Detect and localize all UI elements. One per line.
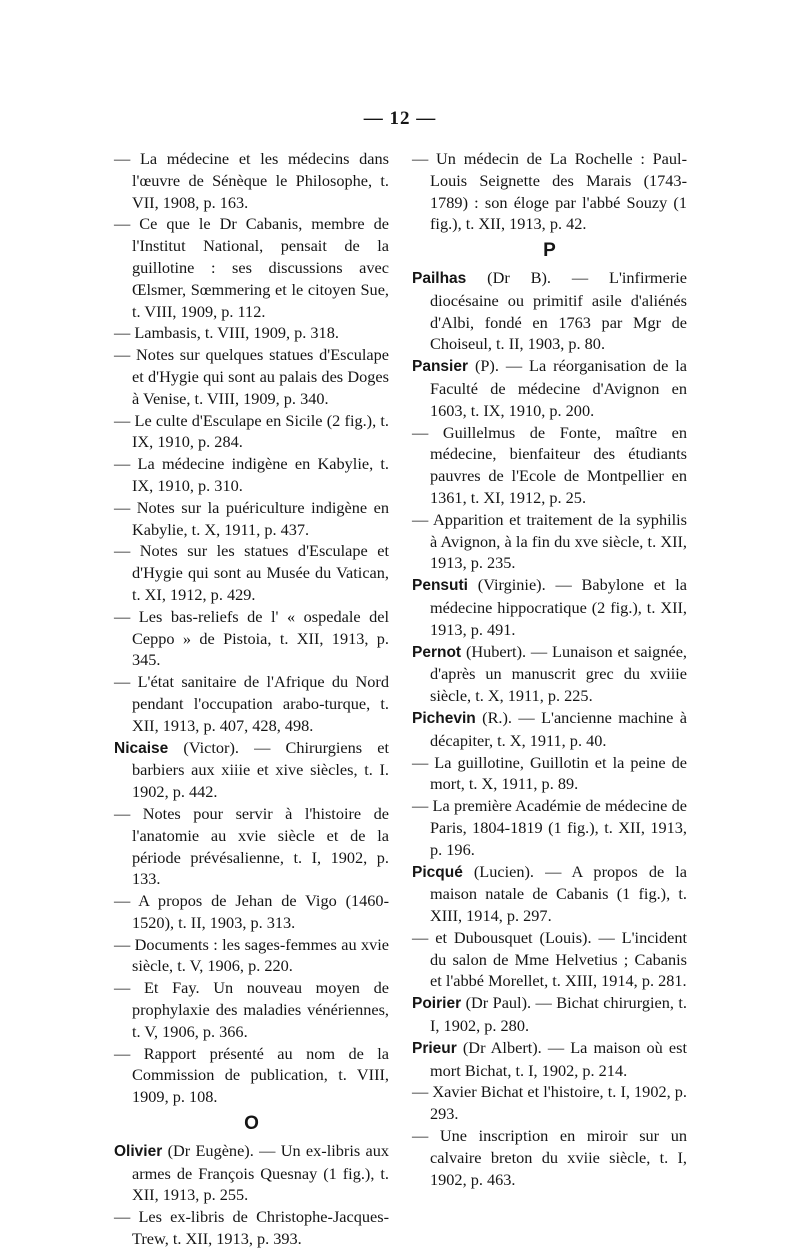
bibliography-entry [412,861,687,927]
entry-author: Pernot [412,643,462,661]
bibliography-entry [412,355,687,421]
entry-author: Picqué [412,863,463,881]
entry-text: (Dr Paul). — Bichat chirurgien, t. I, 1902, p. 280. [430,993,687,1036]
entry-author: Nicaise [114,739,169,757]
entry-text: — Guillelmus de Fonte, maître en médecine, bienfaiteur des étudiants pauvres de l'Ecole de Montpellier en 1361, t. XI, 1912, p. 25. [412,422,687,507]
bibliography-entry [114,344,389,409]
entry-text: — Notes sur quelques statues d'Esculape et d'Hygie qui sont au palais des Doges à Venise, t. VIII, 1909, p. 340. [114,345,389,408]
bibliography-entry [412,752,687,796]
entry-text: (Dr Eugène). — Un ex-libris aux armes de François Quesnay (1 fig.), t. XII, 1913, p. 255. [132,1140,389,1205]
entry-text: — La première Académie de médecine de Paris, 1804-1819 (1 fig.), t. XII, 1913, p. 196. [412,796,687,859]
entry-text: — Une inscription en miroir sur un calvaire breton du xviie siècle, t. I, 1902, p. 463. [412,1126,687,1189]
bibliography-entry [412,992,687,1037]
bibliography-entry [114,148,389,213]
entry-author: Pailhas [412,269,467,287]
bibliography-entry [412,509,687,574]
entry-text: — Le culte d'Esculape en Sicile (2 fig.), t. IX, 1910, p. 284. [114,410,389,452]
bibliography-entry [114,1206,389,1250]
entry-text: — Notes pour servir à l'histoire de l'anatomie au xvie siècle et de la période prévésalienne, t. I, 1902, p. 133. [114,803,389,889]
entry-text: — Ce que le Dr Cabanis, membre de l'Institut National, pensait de la guillotine : ses discussions avec Œlsmer, Sœmmering et le citoyen Sue, t. VIII, 1909, p. 112. [114,214,389,321]
bibliography-entry [412,641,687,707]
entry-text: (Virginie). — Babylone et la médecine hippocratique (2 fig.), t. XII, 1913, p. 491. [430,575,687,639]
entry-text: — La médecine indigène en Kabylie, t. IX, 1910, p. 310. [114,454,389,495]
bibliography-entry [412,707,687,752]
entry-text: — Rapport présenté au nom de la Commission de publication, t. VIII, 1909, p. 108. [114,1043,389,1107]
entry-text: — Notes sur les statues d'Esculape et d'Hygie qui sont au Musée du Vatican, t. XI, 1912, p. 429. [114,541,389,604]
bibliography-entry [114,1043,389,1108]
bibliography-entry [412,795,687,860]
bibliography-entry [114,890,389,934]
bibliography-entry [114,934,389,978]
entry-author: Poirier [412,995,462,1013]
entry-text: — La guillotine, Guillotin et la peine de mort, t. X, 1911, p. 89. [412,752,687,794]
entry-author: Pensuti [412,577,468,595]
page-number: — 12 — [363,108,437,129]
bibliography-entry [114,453,389,497]
entry-text: — Lambasis, t. VIII, 1909, p. 318. [114,323,339,343]
entry-text: — Notes sur la puériculture indigène en Kabylie, t. X, 1911, p. 437. [114,497,389,539]
entry-text: — Les bas-reliefs de l' « ospedale del Ceppo » de Pistoia, t. XII, 1913, p. 345. [114,606,389,670]
bibliography-entry [412,1125,687,1190]
entry-text: — et Dubousquet (Louis). — L'incident du salon de Mme Helvetius ; Cabanis et l'abbé Morellet, t. XIII, 1914, p. 281. [412,927,687,991]
entry-text: — L'état sanitaire de l'Afrique du Nord pendant l'occupation arabo-turque, t. XII, 1913, p. 407, 428, 498. [114,672,389,735]
entry-text: (Lucien). — A propos de la maison natale de Cabanis (1 fig.), t. XIII, 1914, p. 297. [430,861,687,926]
entry-text: — Apparition et traitement de la syphilis à Avignon, à la fin du xve siècle, t. XII, 1913, p. 235. [412,509,687,573]
entry-text: (R.). — L'ancienne machine à décapiter, t. X, 1911, p. 40. [430,707,687,750]
section-letter: P [543,240,556,262]
section-letter: O [244,1113,259,1135]
bibliography-entry [412,422,687,509]
bibliography-entry [114,737,389,803]
bibliography-entry [412,1081,687,1125]
bibliography-entry [412,574,687,640]
right-column [412,148,687,1190]
bibliography-entry [114,497,389,541]
bibliography-entry [412,267,687,355]
entry-text: — Documents : les sages-femmes au xvie siècle, t. V, 1906, p. 220. [114,934,389,976]
entry-text: — Et Fay. Un nouveau moyen de prophylaxie des maladies vénériennes, t. V, 1906, p. 366. [114,978,389,1041]
bibliography-entry [114,606,389,671]
left-column [114,148,389,1250]
entry-text: (Dr Albert). — La maison où est mort Bichat, t. I, 1902, p. 214. [430,1037,687,1080]
entry-text: (P). — La réorganisation de la Faculté de médecine d'Avignon en 1603, t. IX, 1910, p. 200. [430,356,687,420]
bibliography-entry [412,148,687,235]
entry-text: (Hubert). — Lunaison et saignée, d'après un manuscrit grec du xviiie siècle, t. X, 1911, p. 225. [430,641,687,706]
bibliography-entry [114,322,389,344]
bibliography-entry [114,1140,389,1206]
bibliography-entry [114,540,389,605]
entry-text: (Victor). — Chirurgiens et barbiers aux xiiie et xive siècles, t. I. 1902, p. 442. [132,737,389,802]
entry-author: Pansier [412,358,469,376]
entry-text: (Dr B). — L'infirmerie diocésaine ou primitif asile d'aliénés d'Albi, fondé en 1763 par Mgr de Choiseul, t. II, 1903, p. 80. [430,267,687,354]
bibliography-entry [114,803,389,890]
entry-text: — Xavier Bichat et l'histoire, t. I, 1902, p. 293. [412,1082,687,1124]
bibliography-entry [114,213,389,322]
entry-text: — Un médecin de La Rochelle : Paul-Louis Seignette des Marais (1743-1789) : son éloge par l'abbé Souzy (1 fig.), t. XII, 1913, p. 42. [412,149,687,234]
entry-author: Prieur [412,1039,457,1057]
entry-author: Olivier [114,1142,163,1160]
bibliography-entry [114,410,389,454]
bibliography-entry [412,1037,687,1082]
entry-text: — A propos de Jehan de Vigo (1460-1520), t. II, 1903, p. 313. [114,891,389,932]
bibliography-entry [412,927,687,992]
bibliography-entry [114,977,389,1042]
bibliography-entry [114,671,389,736]
entry-author: Pichevin [412,709,476,727]
entry-text: — La médecine et les médecins dans l'œuvre de Sénèque le Philosophe, t. VII, 1908, p. 163. [114,149,389,212]
entry-text: — Les ex-libris de Christophe-Jacques-Trew, t. XII, 1913, p. 393. [114,1207,389,1249]
